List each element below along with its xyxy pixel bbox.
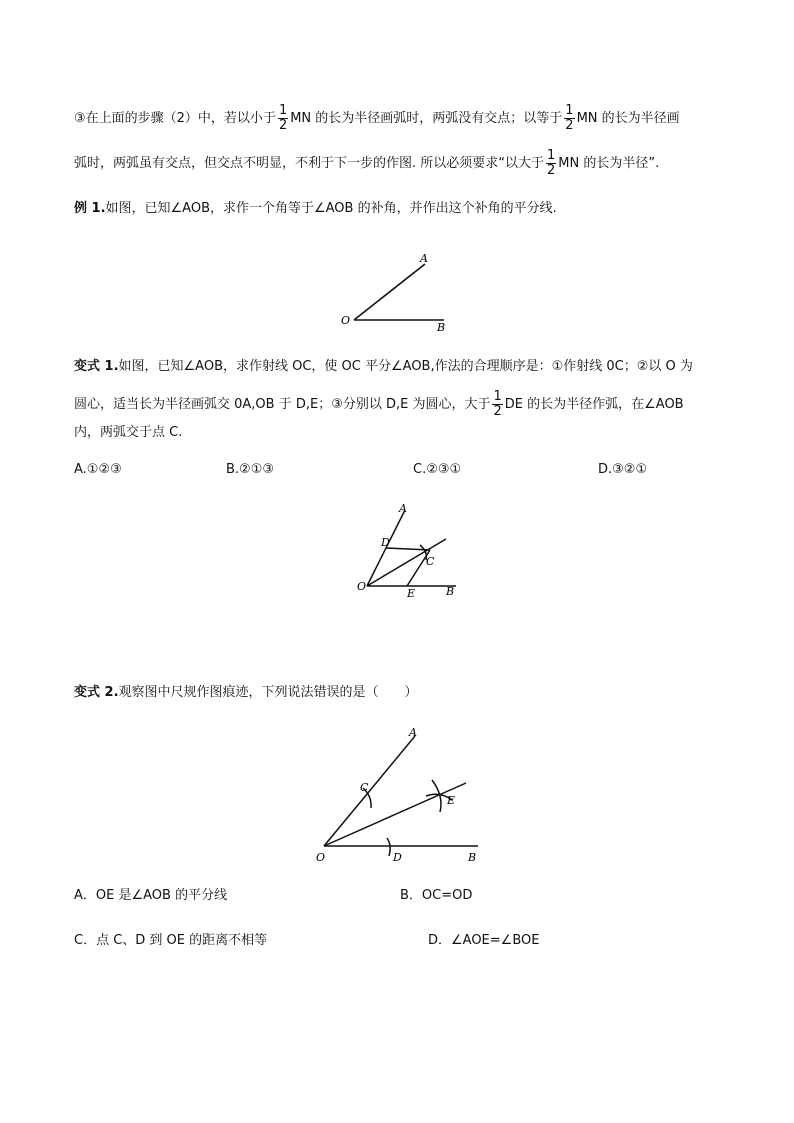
note3-text-part3: MN 的长为半径画	[576, 111, 680, 126]
v1-label-A: A	[399, 502, 407, 515]
variant1-option-c[interactable]: C.②③①	[413, 462, 462, 477]
ex1-label-A: A	[420, 252, 428, 265]
variant2-option-b[interactable]: B．OC=OD	[400, 888, 473, 903]
variant2-label: 变式 2.	[74, 685, 119, 700]
v2-label-B: B	[468, 851, 477, 864]
note3-text-part2: MN 的长为半径画弧时，两弧没有交点；以等于	[290, 111, 563, 126]
variant2-option-d[interactable]: D．∠AOE=∠BOE	[428, 933, 540, 948]
v2-label-D: D	[393, 851, 402, 864]
example1-label: 例 1.	[74, 201, 106, 216]
variant1-option-b[interactable]: B.②①③	[226, 462, 275, 477]
variant1-text-line2a: 圆心，适当长为半径画弧交 0A,OB 于 D,E；③分别以 D,E 为圆心，大于	[74, 397, 491, 412]
v2-label-E: E	[447, 794, 456, 807]
v1-label-C: C	[426, 555, 435, 568]
variant1-option-d[interactable]: D.③②①	[598, 462, 648, 477]
variant1-text-line3: 内，两弧交于点 C.	[74, 425, 183, 440]
v2-label-C: C	[360, 781, 369, 794]
v1-label-D: D	[381, 536, 390, 549]
variant1-option-a[interactable]: A.①②③	[74, 462, 122, 477]
note3-text-part1: ③在上面的步骤（2）中，若以小于	[74, 111, 276, 126]
variant2-text: 观察图中尺规作图痕迹，下列说法错误的是（ ）	[118, 685, 418, 700]
note3-text-line2a: 弧时，两弧虽有交点，但交点不明显，不利于下一步的作图. 所以必须要求“以大于	[74, 156, 545, 171]
v1-label-E: E	[407, 587, 416, 600]
example1-text: 如图，已知∠AOB，求作一个角等于∠AOB 的补角，并作出这个补角的平分线.	[105, 201, 557, 216]
ex1-label-O: O	[341, 314, 351, 327]
v2-label-A: A	[409, 726, 417, 739]
variant1-label: 变式 1.	[74, 359, 119, 374]
variant2-option-a[interactable]: A．OE 是∠AOB 的平分线	[74, 888, 228, 903]
fraction-half: $\frac{1}{2}$	[493, 389, 502, 419]
v1-label-O: O	[357, 580, 367, 593]
v2-label-O: O	[316, 851, 326, 864]
v1-label-B: B	[446, 585, 455, 598]
fraction-half: $\frac{1}{2}$	[565, 103, 574, 133]
variant2-option-c[interactable]: C．点 C、D 到 OE 的距离不相等	[74, 933, 268, 948]
ex1-label-B: B	[437, 321, 446, 334]
variant1-text-line2b: DE 的长为半径作弧，在∠AOB	[504, 397, 684, 412]
variant1-text-line1: 如图，已知∠AOB，求作射线 OC，使 OC 平分∠AOB,作法的合理顺序是：①作射线 0C；②以 O 为	[118, 359, 693, 374]
fraction-half: $\frac{1}{2}$	[278, 103, 288, 133]
fraction-half: $\frac{1}{2}$	[547, 148, 556, 178]
note3-text-line2b: MN 的长为半径”.	[558, 156, 660, 171]
